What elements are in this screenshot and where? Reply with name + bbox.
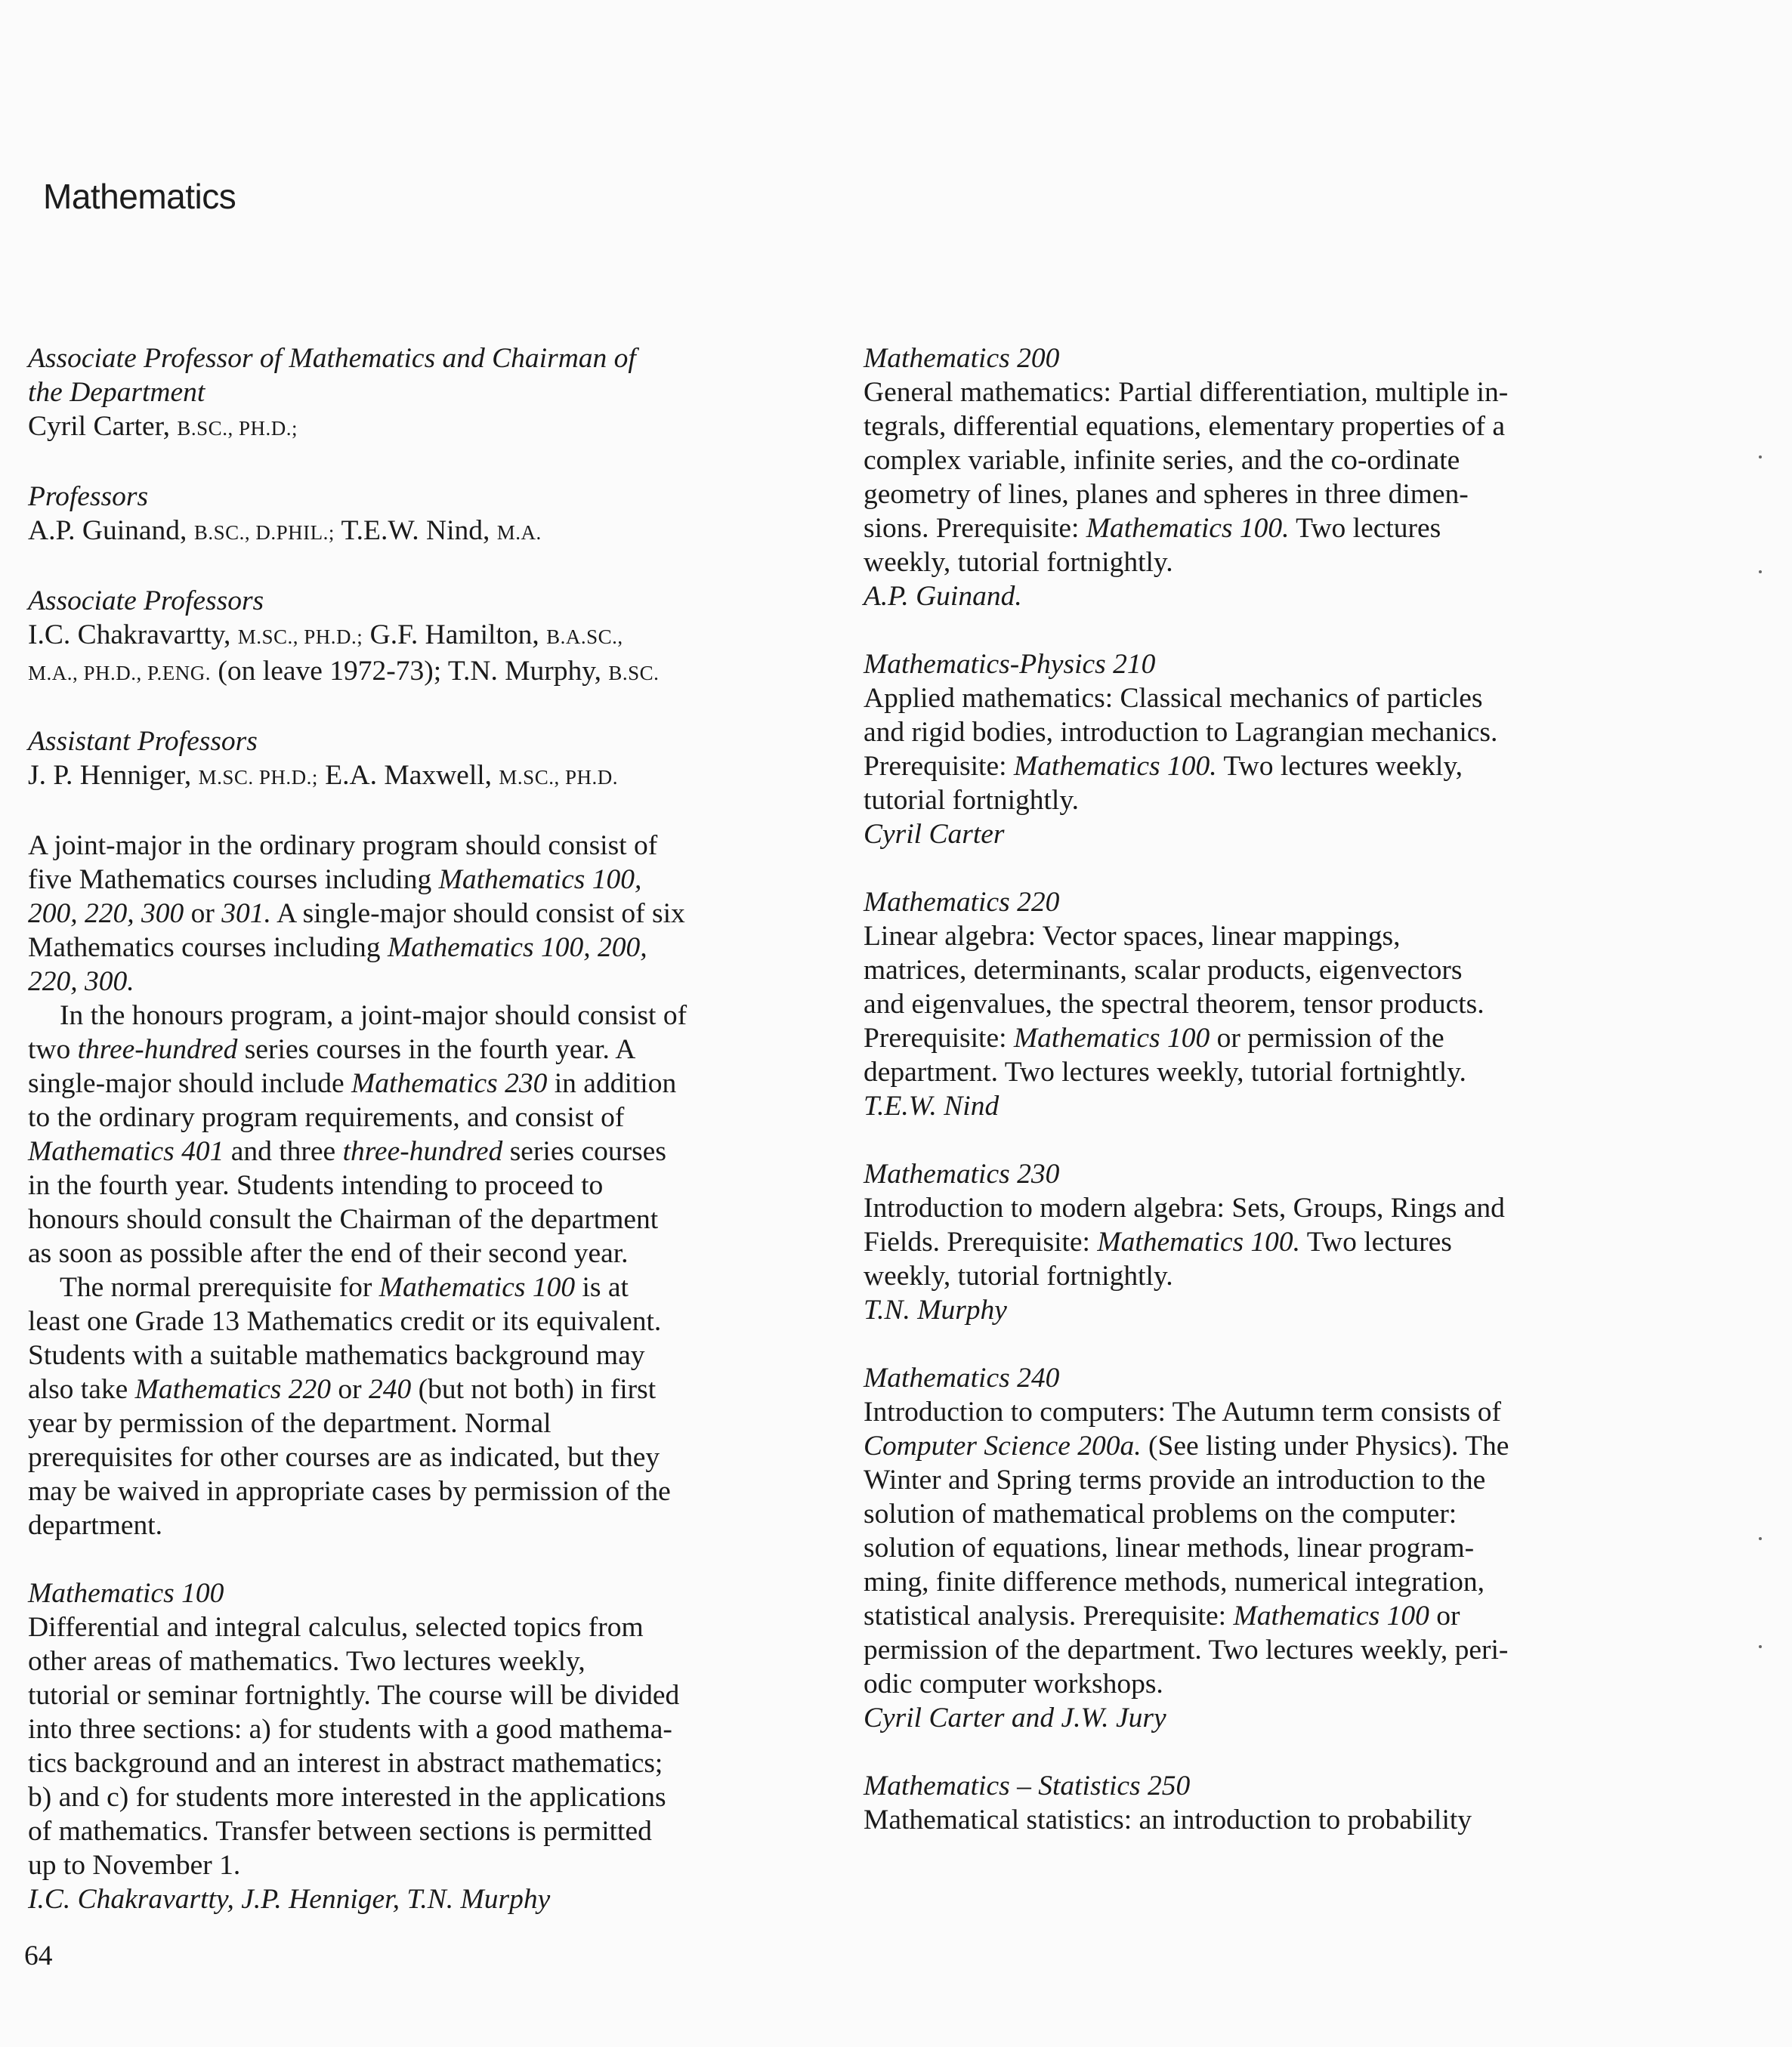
- chairman-name: Cyril Carter,: [28, 411, 178, 442]
- left-column: [28, 341, 821, 1950]
- course-line: b) and c) for students more interested in the applications: [28, 1782, 666, 1813]
- course-ref: Mathematics 100.: [1086, 513, 1290, 544]
- program-p2-line: honours should consult the Chairman of the department: [28, 1204, 659, 1235]
- chairman-block: [28, 341, 821, 446]
- associate-3-name: T.N. Murphy,: [447, 656, 609, 687]
- course-line: permission of the department. Two lectures weekly, peri-: [864, 1635, 1509, 1666]
- course-instructor: Cyril Carter: [864, 819, 1005, 850]
- course-instructor: Cyril Carter and J.W. Jury: [864, 1703, 1166, 1734]
- program-p3-line: Students with a suitable mathematics background may: [28, 1340, 645, 1371]
- program-p3-line: [28, 1270, 821, 1304]
- course-ref: Mathematics 100, 200,: [387, 932, 647, 963]
- text-run: Fields. Prerequisite:: [864, 1227, 1098, 1258]
- scan-speck: [1759, 570, 1762, 573]
- associate-professors-line-1: [28, 618, 821, 654]
- course-line: Introduction to computers: The Autumn term consists of: [864, 1397, 1501, 1428]
- assistant-professors-block: [28, 724, 821, 795]
- assistant-professors-line: [28, 758, 821, 795]
- course-ref: 200, 220, 300: [28, 898, 184, 929]
- assistant-2-name: E.A. Maxwell,: [317, 760, 499, 791]
- text-run: (but not both) in first: [411, 1374, 657, 1405]
- program-p2-line: In the honours program, a joint-major should consist of: [60, 1000, 687, 1031]
- assistant-2-degrees: M.SC., PH.D.: [499, 766, 618, 789]
- course-line: of mathematics. Transfer between sections is permitted: [28, 1816, 652, 1847]
- program-p3-line: year by permission of the department. Normal: [28, 1408, 552, 1439]
- text-run: two: [28, 1034, 78, 1065]
- associate-professors-line-2: [28, 654, 821, 690]
- program-p3-line: [28, 1372, 821, 1406]
- associate-3-degrees: B.SC.: [608, 662, 660, 684]
- course-line: department. Two lectures weekly, tutorial fortnightly.: [864, 1057, 1466, 1088]
- right-column: [864, 341, 1649, 1871]
- course-title: Mathematics-Physics 210: [864, 649, 1156, 680]
- course-mathematics-100: [28, 1576, 821, 1916]
- program-p2-line: as soon as possible after the end of their second year.: [28, 1238, 629, 1269]
- course-line: Applied mathematics: Classical mechanics of particles: [864, 683, 1483, 714]
- course-ref: Mathematics 100.: [1013, 751, 1217, 782]
- assistant-professors-title: Assistant Professors: [28, 726, 258, 757]
- course-line: tegrals, differential equations, elementary properties of a: [864, 411, 1505, 442]
- text-run: or: [184, 898, 222, 929]
- program-p1-line: 220, 300.: [28, 966, 134, 997]
- course-line: weekly, tutorial fortnightly.: [864, 547, 1173, 578]
- text-run: The normal prerequisite for: [60, 1272, 379, 1303]
- text-run: Two lectures: [1289, 513, 1441, 544]
- associate-2-note: (on leave 1972-73);: [211, 656, 448, 687]
- course-line: Winter and Spring terms provide an introduction to the: [864, 1465, 1486, 1496]
- course-line: General mathematics: Partial differentiation, multiple in-: [864, 377, 1509, 408]
- text-run: series courses: [502, 1136, 666, 1167]
- text-run: Two lectures weekly,: [1216, 751, 1463, 782]
- text-run: in addition: [547, 1068, 677, 1099]
- course-line: weekly, tutorial fortnightly.: [864, 1261, 1173, 1292]
- associate-professors-title: Associate Professors: [28, 585, 264, 616]
- course-title: Mathematics – Statistics 250: [864, 1771, 1191, 1802]
- text-run: single-major should include: [28, 1068, 352, 1099]
- course-ref: Mathematics 100: [1013, 1023, 1210, 1054]
- chairman-title-line-1: Associate Professor of Mathematics and Chairman of: [28, 343, 636, 374]
- course-ref: Mathematics 100,: [438, 864, 642, 895]
- text-run: Mathematics courses including: [28, 932, 388, 963]
- course-instructor: T.N. Murphy: [864, 1295, 1007, 1326]
- course-line: Introduction to modern algebra: Sets, Groups, Rings and: [864, 1193, 1505, 1224]
- emphasis: three-hundred: [77, 1034, 238, 1065]
- scan-speck: [1759, 1537, 1762, 1540]
- course-line: up to November 1.: [28, 1850, 241, 1881]
- course-ref: Mathematics 100: [378, 1272, 576, 1303]
- course-line: geometry of lines, planes and spheres in three dimen-: [864, 479, 1469, 510]
- course-mathematics-statistics-250: [864, 1769, 1649, 1837]
- course-line: solution of equations, linear methods, linear program-: [864, 1533, 1475, 1564]
- emphasis: three-hundred: [342, 1136, 503, 1167]
- associate-professors-block: [28, 584, 821, 690]
- course-title: Mathematics 100: [28, 1578, 224, 1609]
- course-line: tutorial or seminar fortnightly. The course will be divided: [28, 1680, 680, 1711]
- professor-1-degrees: B.SC., D.PHIL.;: [193, 521, 335, 544]
- program-description: [28, 829, 821, 1542]
- course-mathematics-200: [864, 341, 1649, 613]
- text-run: also take: [28, 1374, 135, 1405]
- professors-title: Professors: [28, 481, 149, 512]
- course-mathematics-230: [864, 1157, 1649, 1327]
- course-title: Mathematics 220: [864, 887, 1060, 918]
- course-line: [864, 1429, 1649, 1463]
- course-line: tics background and an interest in abstract mathematics;: [28, 1748, 663, 1779]
- course-line: [864, 511, 1649, 545]
- course-mathematics-220: [864, 885, 1649, 1123]
- program-p1-line: [28, 931, 821, 965]
- program-p2-line: to the ordinary program requirements, and consist of: [28, 1102, 625, 1133]
- text-run: five Mathematics courses including: [28, 864, 439, 895]
- program-p1-line: A joint-major in the ordinary program should consist of: [28, 830, 658, 861]
- program-p2-line: [28, 1067, 821, 1101]
- program-p3-line: least one Grade 13 Mathematics credit or its equivalent.: [28, 1306, 662, 1337]
- page-number: 64: [24, 1940, 53, 1971]
- program-p1-line: [28, 897, 821, 931]
- course-title: Mathematics 200: [864, 343, 1060, 374]
- course-line: [864, 1225, 1649, 1259]
- course-ref: Mathematics 220: [134, 1374, 331, 1405]
- professor-1-name: A.P. Guinand,: [28, 515, 194, 546]
- course-ref: Computer Science 200a.: [864, 1431, 1142, 1462]
- associate-1-degrees: M.SC., PH.D.;: [237, 625, 363, 648]
- chairman-title-line-2: the Department: [28, 377, 205, 408]
- course-ref: Mathematics 401: [28, 1136, 224, 1167]
- text-run: sions. Prerequisite:: [864, 513, 1086, 544]
- course-ref: Mathematics 100: [1233, 1601, 1429, 1632]
- course-line: complex variable, infinite series, and the co-ordinate: [864, 445, 1460, 476]
- course-line: Differential and integral calculus, selected topics from: [28, 1612, 644, 1643]
- scan-speck: [1759, 455, 1762, 458]
- associate-2-name: G.F. Hamilton,: [363, 619, 547, 650]
- course-line: solution of mathematical problems on the computer:: [864, 1499, 1457, 1530]
- course-line: matrices, determinants, scalar products, eigenvectors: [864, 955, 1463, 986]
- course-line: other areas of mathematics. Two lectures weekly,: [28, 1646, 585, 1677]
- program-p1-line: [28, 863, 821, 897]
- course-line: [864, 1599, 1649, 1633]
- program-p2-line: in the fourth year. Students intending to proceed to: [28, 1170, 604, 1201]
- text-run: Prerequisite:: [864, 751, 1014, 782]
- course-instructor: A.P. Guinand.: [864, 581, 1022, 612]
- text-run: A single-major should consist of six: [270, 898, 685, 929]
- scan-speck: [1759, 1645, 1762, 1648]
- text-run: Prerequisite:: [864, 1023, 1014, 1054]
- course-ref: Mathematics 230: [351, 1068, 548, 1099]
- course-line: Linear algebra: Vector spaces, linear mappings,: [864, 921, 1401, 952]
- course-line: odic computer workshops.: [864, 1669, 1163, 1700]
- professor-2-name: T.E.W. Nind,: [334, 515, 497, 546]
- course-mathematics-physics-210: [864, 647, 1649, 851]
- course-instructor: I.C. Chakravartty, J.P. Henniger, T.N. Murphy: [28, 1884, 551, 1915]
- text-run: or: [330, 1374, 369, 1405]
- course-line: and eigenvalues, the spectral theorem, tensor products.: [864, 989, 1485, 1020]
- program-p2-line: [28, 1033, 821, 1067]
- course-line: ming, finite difference methods, numerical integration,: [864, 1567, 1485, 1598]
- course-title: Mathematics 230: [864, 1159, 1060, 1190]
- assistant-1-name: J. P. Henniger,: [28, 760, 199, 791]
- associate-2-degrees-a: B.A.SC.,: [546, 625, 623, 648]
- course-ref: 240: [368, 1374, 412, 1405]
- assistant-1-degrees: M.SC. PH.D.;: [198, 766, 318, 789]
- course-line: into three sections: a) for students with a good mathema-: [28, 1714, 672, 1745]
- associate-1-name: I.C. Chakravartty,: [28, 619, 238, 650]
- professors-block: [28, 480, 821, 550]
- course-line: tutorial fortnightly.: [864, 785, 1080, 816]
- course-line: and rigid bodies, introduction to Lagrangian mechanics.: [864, 717, 1498, 748]
- course-ref: 301.: [221, 898, 271, 929]
- text-run: statistical analysis. Prerequisite:: [864, 1601, 1234, 1632]
- course-ref: Mathematics 100.: [1097, 1227, 1301, 1258]
- course-line: Mathematical statistics: an introduction to probability: [864, 1805, 1472, 1836]
- course-line: [864, 749, 1649, 783]
- program-p2-line: [28, 1135, 821, 1169]
- course-instructor: T.E.W. Nind: [864, 1091, 1000, 1122]
- text-run: (See listing under Physics). The: [1141, 1431, 1509, 1462]
- text-run: or permission of the: [1210, 1023, 1444, 1054]
- program-p3-line: prerequisites for other courses are as indicated, but they: [28, 1442, 660, 1473]
- professors-line: [28, 514, 821, 550]
- associate-2-degrees-b: M.A., PH.D., P.ENG.: [28, 662, 212, 684]
- text-run: is at: [575, 1272, 629, 1303]
- text-run: series courses in the fourth year. A: [237, 1034, 636, 1065]
- text-run: or: [1429, 1601, 1460, 1632]
- chairman-degrees: B.SC., PH.D.;: [177, 417, 298, 440]
- text-run: and three: [224, 1136, 343, 1167]
- course-mathematics-240: [864, 1361, 1649, 1735]
- course-title: Mathematics 240: [864, 1363, 1060, 1394]
- professor-2-degrees: M.A.: [496, 521, 542, 544]
- text-run: Two lectures: [1300, 1227, 1452, 1258]
- program-p3-line: department.: [28, 1510, 163, 1541]
- course-line: [864, 1021, 1649, 1055]
- program-p3-line: may be waived in appropriate cases by permission of the: [28, 1476, 671, 1507]
- page-heading: Mathematics: [43, 177, 236, 216]
- chairman-name-line: [28, 409, 821, 446]
